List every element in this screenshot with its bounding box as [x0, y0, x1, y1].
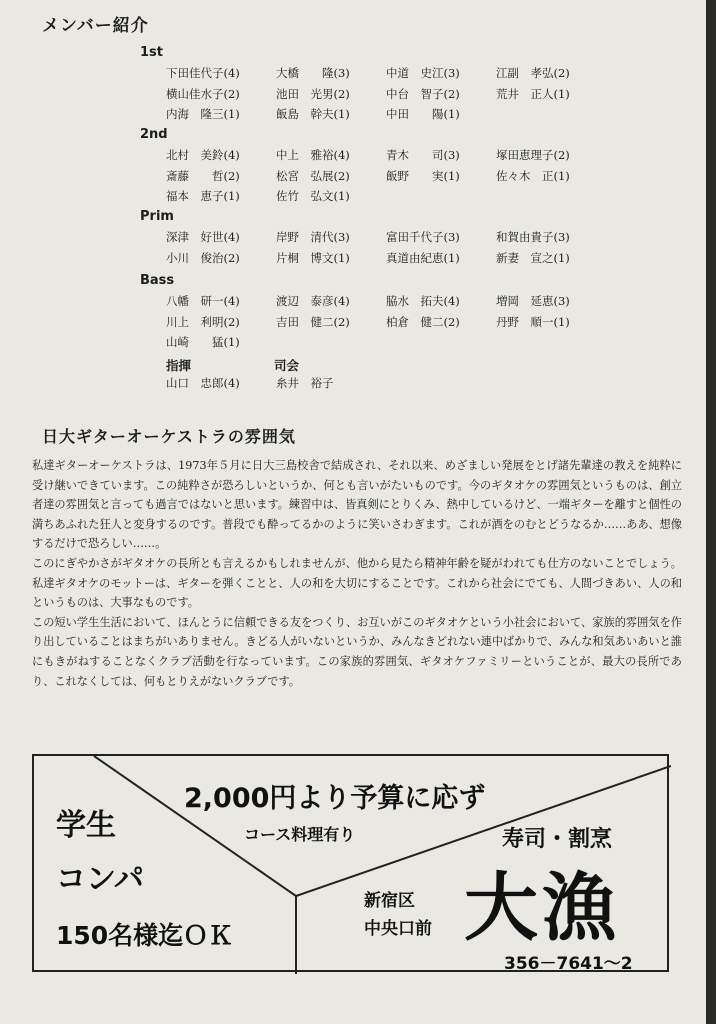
- member-name: 斎藤 哲(2): [166, 168, 240, 183]
- part-label: Bass: [140, 273, 175, 288]
- member-name: 池田 光男(2): [276, 86, 350, 101]
- ad-student-label: 学生: [56, 808, 116, 843]
- member-name: 佐竹 弘文(1): [276, 189, 350, 203]
- member-name: 和賀由貴子(3): [496, 230, 570, 244]
- member-name: 塚田恵理子(2): [496, 148, 570, 162]
- member-name: 飯島 幹夫(1): [276, 107, 350, 121]
- member-name: 吉田 健二(2): [276, 314, 350, 329]
- member-name: 深津 好世(4): [166, 230, 240, 244]
- member-name: 下田佳代子(4): [166, 66, 240, 80]
- conductor-name: 山口 忠郎(4): [166, 376, 240, 390]
- member-name: 渡辺 泰彦(4): [276, 294, 350, 308]
- member-name: 真道由紀恵(1): [386, 250, 460, 265]
- member-name: 脇水 拓夫(4): [386, 294, 460, 308]
- mc-name: 糸井 裕子: [276, 376, 334, 390]
- member-name: 松宮 弘展(2): [276, 168, 350, 183]
- restaurant-advertisement: [32, 754, 669, 972]
- part-label: 2nd: [140, 127, 168, 142]
- mc-label: 司会: [274, 358, 300, 373]
- ad-exit: 中央口前: [364, 919, 432, 939]
- essay-paragraph: 私達ギターオーケストラは、1973年５月に日大三島校舎で結成され、それ以来、めざましい発展をとげ諸先輩達の教えを純粋に受け継いできています。この純粋さが恐ろしいというか、何とも言いがたいものです。今のギタオケの雰囲気というものは、創立者達の雰囲気と言っても過言ではないと思います。練習中は、皆真剣にとりくみ、熱中しているけど、一端ギターを離すと個性の満ちあふれた狂人と変身するのです。普段でも酔ってるかのように笑いさわぎます。これが酒をのむとどうなるか……ああ、想像するだけで恐ろしい……。: [32, 459, 682, 551]
- ad-area: 新宿区: [364, 891, 415, 911]
- member-name: 丹野 順一(1): [496, 314, 570, 329]
- ad-budget-label: 2,000円より予算に応ず: [184, 783, 486, 814]
- conductor-label: 指揮: [166, 358, 192, 373]
- essay-body: [32, 456, 682, 691]
- part-label: Prim: [140, 209, 174, 224]
- member-name: 江副 孝弘(2): [496, 66, 570, 80]
- member-name: 柏倉 健二(2): [386, 314, 460, 329]
- part-label: 1st: [140, 45, 163, 60]
- member-name: 岸野 清代(3): [276, 230, 350, 244]
- member-name: 大橋 隆(3): [276, 66, 350, 80]
- member-name: 中上 雅裕(4): [276, 148, 350, 162]
- member-name: 飯野 実(1): [386, 168, 460, 183]
- essay-heading: 日大ギターオーケストラの雰囲気: [42, 427, 296, 446]
- member-name: 佐々木 正(1): [496, 168, 570, 183]
- member-name: 川上 利明(2): [166, 314, 240, 329]
- member-name: 新妻 宣之(1): [496, 250, 570, 265]
- member-name: 青木 司(3): [386, 148, 460, 162]
- essay-paragraph: このにぎやかさがギタオケの長所とも言えるかもしれませんが、他から見たら精神年齢を疑がわれても仕方のないことでしょう。私達ギタオケのモットーは、ギターを弾くことと、人の和を大切にすることです。これから社会にでても、人間づきあい、人の和というものは、大事なものです。: [32, 556, 682, 610]
- member-name: 富田千代子(3): [386, 230, 460, 244]
- ad-party-label: コンパ: [56, 862, 144, 897]
- member-name: 片桐 博文(1): [276, 250, 350, 265]
- member-name: 中道 史江(3): [386, 66, 460, 80]
- member-name: 八幡 研一(4): [166, 294, 240, 308]
- essay-paragraph: この短い学生生活において、ほんとうに信頼できる友をつくり、お互いがこのギタオケという小社会において、家族的雰囲気を作り出していることはまちがいありません。きどる人がいないというか、みんなきどれない連中ばかりで、みんな和気あいあいと誰にもきがねすることなくクラブ活動を行なっています。この家族的雰囲気、ギタオケファミリーということが、最大の長所であり、これなくしては、何もとりえがないクラブです。: [32, 615, 682, 688]
- member-name: 北村 美鈴(4): [166, 148, 240, 162]
- member-name: 中台 智子(2): [386, 86, 460, 101]
- member-name: 増岡 延恵(3): [496, 294, 570, 308]
- ad-course-label: コース料理有り: [244, 825, 356, 844]
- ad-shop-name: 大漁: [464, 865, 620, 951]
- member-name: 中田 陽(1): [386, 107, 460, 121]
- members-heading: メンバー紹介: [42, 16, 149, 36]
- ad-capacity-label: 150名様迄ＯＫ: [56, 921, 234, 950]
- member-name: 内海 隆三(1): [166, 107, 240, 121]
- member-name: 荒井 正人(1): [496, 86, 570, 101]
- member-name: 福本 恵子(1): [166, 189, 240, 203]
- member-name: 山崎 猛(1): [166, 335, 240, 349]
- ad-shop-type: 寿司・割烹: [502, 827, 613, 852]
- member-name: 横山佳水子(2): [166, 86, 240, 101]
- ad-phone: 356－7641～2: [504, 954, 633, 974]
- member-name: 小川 俊治(2): [166, 250, 240, 265]
